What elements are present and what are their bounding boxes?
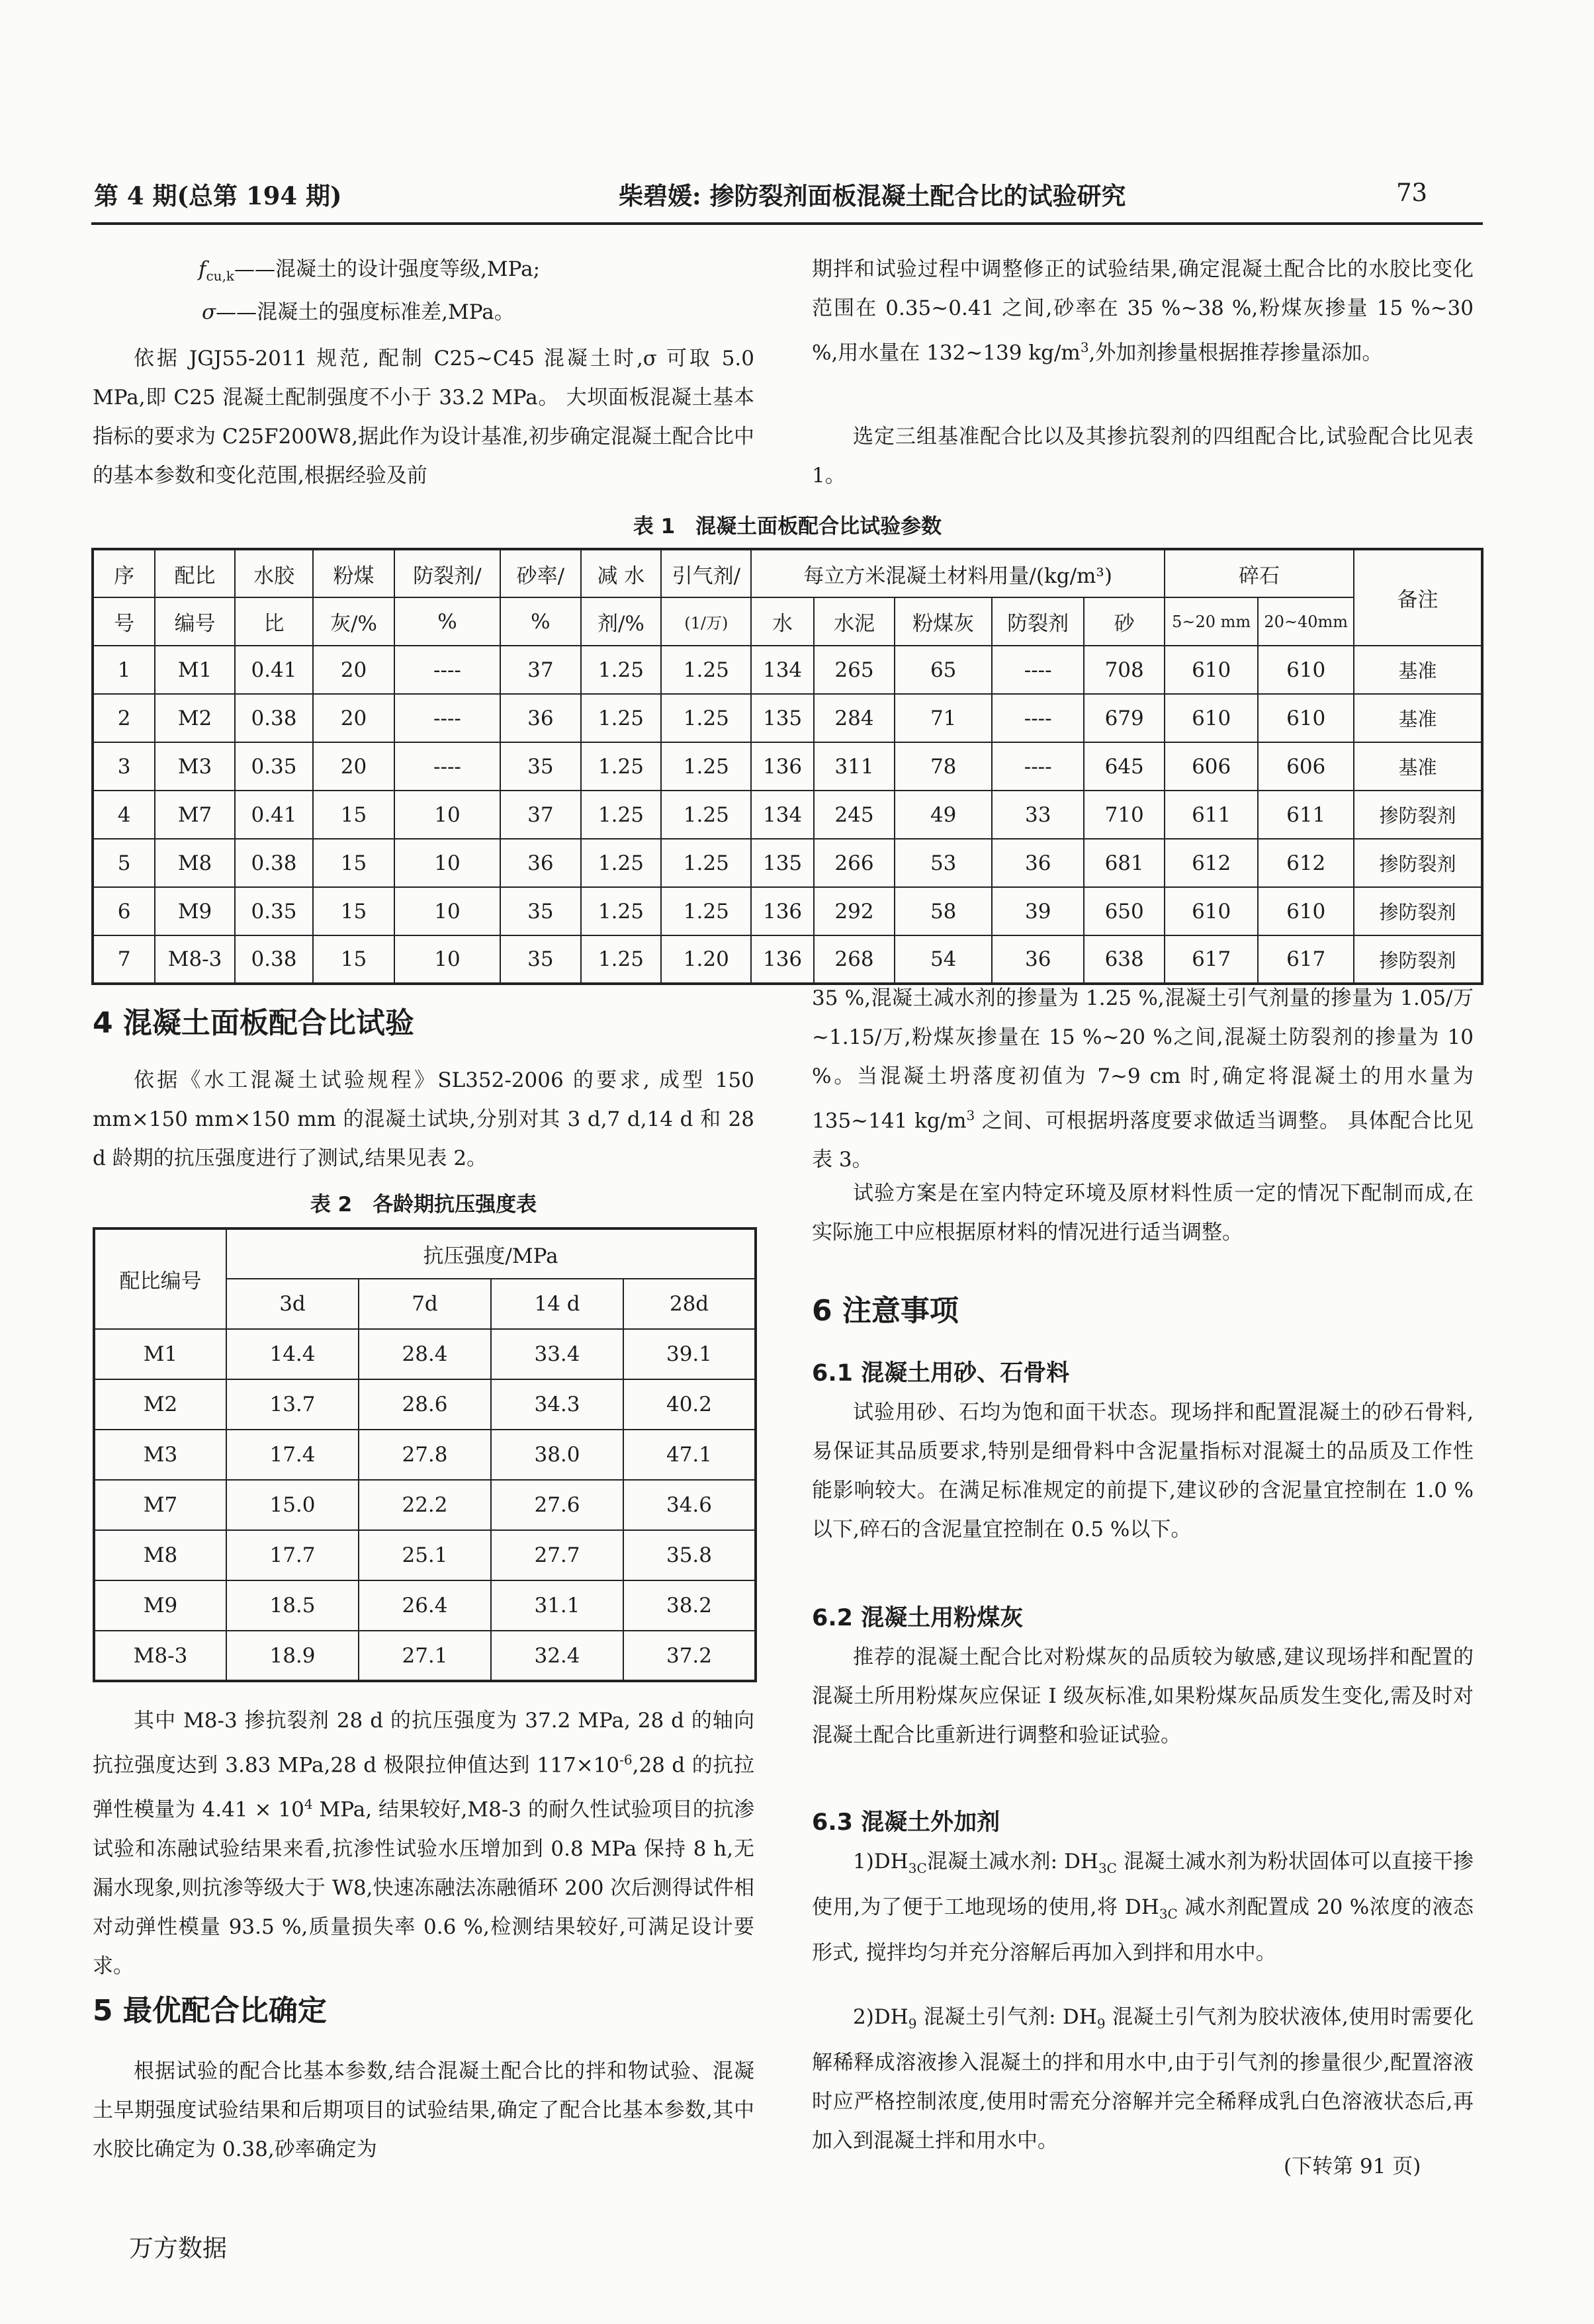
table1-cell-note: 基准 (1354, 694, 1482, 742)
table1-cell: 611 (1165, 791, 1258, 839)
table1-cell: 1.25 (661, 791, 751, 839)
table1-cell: 606 (1165, 742, 1258, 791)
table1-cell: 0.35 (235, 887, 313, 935)
th2-age-3d: 3d (226, 1279, 359, 1329)
table1-cell: 1.25 (581, 646, 662, 694)
paragraph-range-a: 期拌和试验过程中调整修正的试验结果,确定混凝土配合比的水胶比变化范围在 0.35~0.41 之间,砂率在 35 %~38 %,粉煤灰掺量 15 %~30 %,用水量在 132~139 kg/m (812, 257, 1474, 365)
table1-cell: M9 (155, 887, 235, 935)
th-wb-1: 水胶 (235, 549, 313, 597)
table1-row (93, 694, 1482, 742)
table1-cell: 58 (895, 887, 992, 935)
table1-cell: 311 (814, 742, 895, 791)
table1-cell: 0.41 (235, 791, 313, 839)
table1-cell: M8 (155, 839, 235, 887)
table2-cell: 17.7 (226, 1530, 359, 1580)
dh3c-d: 减水剂配置成 20 %浓度的液态形式, 搅拌均匀并充分溶解后再加入到拌和用水中。 (812, 1895, 1474, 1965)
table1-cell: 20 (313, 742, 394, 791)
symbol-sigma: σ (202, 300, 216, 324)
table1-row (93, 839, 1482, 887)
table1-cell: 612 (1165, 839, 1258, 887)
dh9-a: 2)DH (853, 2005, 908, 2029)
dh9-b: 混凝土引气剂: DH (916, 2005, 1097, 2029)
table1-cell: 0.35 (235, 742, 313, 791)
table1-cell: 15 (313, 935, 394, 984)
table2-caption: 表 2 各龄期抗压强度表 (310, 1193, 537, 1217)
th2-age-14d: 14 d (491, 1279, 623, 1329)
optimal-mix-a: 35 %,混凝土减水剂的掺量为 1.25 %,混凝土引气剂量的掺量为 1.05/万~1.15/万,粉煤灰掺量在 15 %~20 %之间,混凝土防裂剂的掺量为 10 %。当混凝土坍落度初值为 7~9 cm 时,确定将混凝土的用水量为 135~141 kg/m (812, 986, 1474, 1133)
table2-row (94, 1480, 756, 1530)
watermark-wanfang: 万方数据 (129, 2234, 227, 2262)
table2-cell: 28.6 (359, 1379, 491, 1430)
table2-cell: 26.4 (359, 1580, 491, 1631)
table1-row (93, 791, 1482, 839)
th-sr-2: % (500, 597, 581, 646)
table2-cell: 33.4 (491, 1329, 623, 1379)
section6-3-paragraph-1 (812, 1842, 1474, 1973)
table2-row (94, 1631, 756, 1681)
table1-row (93, 646, 1482, 694)
table2-cell: M8 (94, 1530, 226, 1580)
paragraph-m8-3-results (93, 1701, 754, 1986)
m8-3-text-a: 其中 M8-3 掺抗裂剂 28 d 的抗压强度为 37.2 MPa, 28 d 的轴向抗拉强度达到 3.83 MPa,28 d 极限拉伸值达到 117×10 (93, 1709, 754, 1778)
table2-cell: 22.2 (359, 1480, 491, 1530)
table1-cell: 1.25 (661, 887, 751, 935)
section6-title: 6 注意事项 (812, 1294, 959, 1328)
table1-cell: 611 (1258, 791, 1354, 839)
table1-cell-note: 掺防裂剂 (1354, 887, 1482, 935)
table2-cell: M1 (94, 1329, 226, 1379)
section6-1-title: 6.1 混凝土用砂、石骨料 (812, 1360, 1070, 1387)
table1-cell: 612 (1258, 839, 1354, 887)
table1-cell: 135 (751, 694, 813, 742)
table2-cell: 37.2 (623, 1631, 756, 1681)
paragraph-selection: 选定三组基准配合比以及其掺抗裂剂的四组配合比,试验配合比见表 1。 (812, 425, 1474, 488)
m8-3-text-b: ,28 d 的抗拉弹性模量为 4.41 × 10 (93, 1753, 754, 1822)
table2-cell: 27.7 (491, 1530, 623, 1580)
table1-cell: 134 (751, 646, 813, 694)
table2-cell: 34.3 (491, 1379, 623, 1430)
table1-cell: 638 (1084, 935, 1165, 984)
table1-cell: ---- (394, 742, 500, 791)
table1-cell: 1.20 (661, 935, 751, 984)
th-sr-1: 砂率/ (500, 549, 581, 597)
th-fa-2: 灰/% (313, 597, 394, 646)
section6-2-title: 6.2 混凝土用粉煤灰 (812, 1605, 1024, 1631)
table1-cell: 284 (814, 694, 895, 742)
definition-sigma (202, 293, 784, 332)
table2-cell: M8-3 (94, 1631, 226, 1681)
table2-cell: 35.8 (623, 1530, 756, 1580)
table1-cell: 650 (1084, 887, 1165, 935)
table1-cell: 53 (895, 839, 992, 887)
table1-cell: M1 (155, 646, 235, 694)
th-code-1: 配比 (155, 549, 235, 597)
dh9-sub-1: 9 (908, 2016, 917, 2032)
table2-row (94, 1430, 756, 1480)
table1-cell: 37 (500, 646, 581, 694)
section6-2-paragraph: 推荐的混凝土配合比对粉煤灰的品质较为敏感,建议现场拌和配置的混凝土所用粉煤灰应保证 I 级灰标准,如果粉煤灰品质发生变化,需及时对混凝土配合比重新进行调整和验证试验。 (812, 1645, 1474, 1747)
section6-1-paragraph: 试验用砂、石均为饱和面干状态。现场拌和配置混凝土的砂石骨料,易保证其品质要求,特别是细骨料中含泥量指标对混凝土的品质及工作性能影响较大。在满足标准规定的前提下,建议砂的含泥量宜控制在 1.0 %以下,碎石的含泥量宜控制在 0.5 %以下。 (812, 1400, 1474, 1541)
table1-cell: 1.25 (661, 646, 751, 694)
table2-body (94, 1329, 756, 1681)
table1-cell-note: 基准 (1354, 646, 1482, 694)
table1-cell: 35 (500, 742, 581, 791)
table1-cell: 33 (992, 791, 1084, 839)
th-flyash: 粉煤灰 (895, 597, 992, 646)
th-seq-1: 序 (93, 549, 155, 597)
definition-fcuk (199, 250, 781, 296)
table1-cell-note: 掺防裂剂 (1354, 935, 1482, 984)
table1-cell: 681 (1084, 839, 1165, 887)
table1-cell: 20 (313, 694, 394, 742)
table2-cell: 31.1 (491, 1580, 623, 1631)
table1-cell: 1.25 (581, 694, 662, 742)
header-rule (91, 222, 1483, 225)
th2-code: 配比编号 (94, 1228, 226, 1329)
table1-cell: 6 (93, 887, 155, 935)
table1-cell: 135 (751, 839, 813, 887)
table1-cell: M3 (155, 742, 235, 791)
table1-cell: ---- (992, 742, 1084, 791)
table1-body (93, 646, 1482, 984)
section4-title: 4 混凝土面板配合比试验 (93, 1006, 414, 1040)
th-code-2: 编号 (155, 597, 235, 646)
table1-cell: 10 (394, 887, 500, 935)
th2-strength-group: 抗压强度/MPa (226, 1228, 756, 1279)
continued-note: (下转第 91 页) (1284, 2155, 1421, 2178)
definition-sigma-text: ——混凝土的强度标准差,MPa。 (216, 300, 515, 324)
table1-row (93, 935, 1482, 984)
th2-age-7d: 7d (359, 1279, 491, 1329)
table2-cell: 18.5 (226, 1580, 359, 1631)
dh9-c: 混凝土引气剂为胶状液体,使用时需要化解稀释成溶液掺入混凝土的拌和用水中,由于引气剂的掺量很少,配置溶液时应严格控制浓度,使用时需充分溶解并完全稀释成乳白色溶液状态后,再加入到混凝土拌和用水中。 (812, 2005, 1474, 2153)
running-header-issue: 第 4 期(总第 194 期) (94, 181, 342, 210)
symbol-f: f (199, 257, 206, 281)
th-anticrack: 防裂剂 (992, 597, 1084, 646)
table1-cell: 71 (895, 694, 992, 742)
table1-cell: M2 (155, 694, 235, 742)
table1-caption: 表 1 混凝土面板配合比试验参数 (633, 515, 942, 538)
table2-cell: M9 (94, 1580, 226, 1631)
symbol-f-subscript: cu,k (206, 268, 235, 284)
table1-cell: 5 (93, 839, 155, 887)
th-gravel: 碎石 (1165, 549, 1354, 597)
table1-cell: 136 (751, 887, 813, 935)
table1-cell: 35 (500, 887, 581, 935)
table1-cell: 610 (1258, 694, 1354, 742)
th2-age-28d: 28d (623, 1279, 756, 1329)
table2-row (94, 1580, 756, 1631)
optimal-mix-b: 之间、可根据坍落度要求做适当调整。 具体配合比见表 3。 (812, 1109, 1474, 1172)
definition-fcuk-text: ——混凝土的设计强度等级,MPa; (234, 257, 541, 281)
table1-cell: 15 (313, 839, 394, 887)
table1-cell: 610 (1165, 887, 1258, 935)
table2-cell: 38.0 (491, 1430, 623, 1480)
table1-cell: 645 (1084, 742, 1165, 791)
table2-cell: 28.4 (359, 1329, 491, 1379)
th-ac-2: % (394, 597, 500, 646)
table1-cell: 1.25 (661, 694, 751, 742)
paragraph-basis: 依据 JGJ55-2011 规范, 配制 C25~C45 混凝土时,σ 可取 5.0 MPa,即 C25 混凝土配制强度不小于 33.2 MPa。 大坝面板混凝土基本指标的要求为 C25F200W8,据此作为设计基准,初步确定混凝土配合比中的基本参数和变化范围,根据经验及前 (93, 347, 754, 488)
table2-cell: 27.1 (359, 1631, 491, 1681)
table1-cell: 7 (93, 935, 155, 984)
table2-cell: M7 (94, 1480, 226, 1530)
table1-cell: 37 (500, 791, 581, 839)
table2-compressive-strength (93, 1227, 757, 1682)
th-ae-2: (1/万) (661, 597, 751, 646)
table2-cell: M2 (94, 1379, 226, 1430)
dh3c-sub-1: 3C (908, 1860, 927, 1877)
th-wr-2: 剂/% (581, 597, 662, 646)
dh3c-c: 混凝土减水剂为粉状固体可以直接干掺使用,为了便于工地现场的使用,将 DH (812, 1850, 1474, 1920)
exponent-2: 4 (304, 1796, 313, 1813)
table1-row (93, 887, 1482, 935)
table1-cell: 3 (93, 742, 155, 791)
table1-cell: 36 (500, 839, 581, 887)
exponent-1: -6 (619, 1752, 633, 1768)
table2-cell: 18.9 (226, 1631, 359, 1681)
table1-cell: 0.41 (235, 646, 313, 694)
table1-cell: M8-3 (155, 935, 235, 984)
table1-cell: 268 (814, 935, 895, 984)
th-gravel-20-40: 20~40mm (1258, 597, 1354, 646)
section4-paragraph: 依据《水工混凝土试验规程》SL352-2006 的要求, 成型 150 mm×150 mm×150 mm 的混凝土试块,分别对其 3 d,7 d,14 d 和 28 d 龄期的抗压强度进行了测试,结果见表 2。 (93, 1068, 754, 1170)
th-note: 备注 (1354, 549, 1482, 646)
th-cement: 水泥 (814, 597, 895, 646)
table2-cell: 34.6 (623, 1480, 756, 1530)
table1-cell: 1.25 (581, 839, 662, 887)
m8-3-text-c: MPa, 结果较好,M8-3 的耐久性试验项目的抗渗试验和冻融试验结果来看,抗渗性试验水压增加到 0.8 MPa 保持 8 h,无漏水现象,则抗渗等级大于 W8,快速冻融法冻融循环 200 次后测得试件相对动弹性模量 93.5 %,质量损失率 0.6 %,检测结果较好,可满足设计要求。 (93, 1797, 754, 1978)
section6-3-paragraph-2 (812, 1998, 1474, 2161)
th-seq-2: 号 (93, 597, 155, 646)
table1-cell: 1 (93, 646, 155, 694)
table1-cell: 610 (1258, 646, 1354, 694)
table1-cell: ---- (394, 694, 500, 742)
table1-cell: ---- (992, 694, 1084, 742)
table2-cell: 27.8 (359, 1430, 491, 1480)
table2-cell: 39.1 (623, 1329, 756, 1379)
table1-cell: 15 (313, 791, 394, 839)
th-ae-1: 引气剂/ (661, 549, 751, 597)
dh3c-b: 混凝土减水剂: DH (926, 1850, 1098, 1873)
table1-cell: 1.25 (581, 791, 662, 839)
table2-cell: 32.4 (491, 1631, 623, 1681)
table2-cell: 25.1 (359, 1530, 491, 1580)
table1-mix-parameters (91, 548, 1483, 985)
table1-cell: 36 (992, 935, 1084, 984)
th-gravel-5-20: 5~20 mm (1165, 597, 1258, 646)
table1-cell: M7 (155, 791, 235, 839)
th-fa-1: 粉煤 (313, 549, 394, 597)
table1-cell: ---- (992, 646, 1084, 694)
table2-cell: M3 (94, 1430, 226, 1480)
table1-cell: 10 (394, 791, 500, 839)
paragraph-optimal-mix (812, 979, 1474, 1180)
paragraph-range (812, 250, 1474, 372)
dh3c-a: 1)DH (853, 1850, 908, 1873)
page-number: 73 (1396, 179, 1428, 207)
table1-cell: 15 (313, 887, 394, 935)
table1-cell: 708 (1084, 646, 1165, 694)
table1-cell: 2 (93, 694, 155, 742)
th-sand: 砂 (1084, 597, 1165, 646)
table1-cell: 78 (895, 742, 992, 791)
table1-cell: 36 (500, 694, 581, 742)
table1-cell: ---- (394, 646, 500, 694)
table1-cell: 49 (895, 791, 992, 839)
section5-paragraph: 根据试验的配合比基本参数,结合混凝土配合比的拌和物试验、混凝土早期强度试验结果和后期项目的试验结果,确定了配合比基本参数,其中水胶比确定为 0.38,砂率确定为 (93, 2059, 754, 2161)
th-ac-1: 防裂剂/ (394, 549, 500, 597)
dh9-sub-2: 9 (1096, 2016, 1106, 2032)
table1-cell: 39 (992, 887, 1084, 935)
th-wr-1: 减 水 (581, 549, 662, 597)
table1-row (93, 742, 1482, 791)
table1-cell: 35 (500, 935, 581, 984)
dh3c-sub-3: 3C (1159, 1906, 1178, 1922)
th-water: 水 (751, 597, 813, 646)
table1-cell: 679 (1084, 694, 1165, 742)
table2-cell: 27.6 (491, 1480, 623, 1530)
unit-superscript-2: 3 (966, 1107, 975, 1123)
table1-cell: 134 (751, 791, 813, 839)
paragraph-range-b: ,外加剂掺量根据推荐掺量添加。 (1088, 341, 1383, 365)
table2-row (94, 1530, 756, 1580)
unit-superscript: 3 (1080, 339, 1089, 355)
table1-cell: 10 (394, 935, 500, 984)
table1-cell: 1.25 (581, 887, 662, 935)
table1-cell-note: 基准 (1354, 742, 1482, 791)
table1-cell: 0.38 (235, 935, 313, 984)
table1-cell: 36 (992, 839, 1084, 887)
th-wb-2: 比 (235, 597, 313, 646)
table2-cell: 14.4 (226, 1329, 359, 1379)
table1-cell: 0.38 (235, 839, 313, 887)
table1-cell: 136 (751, 742, 813, 791)
table1-cell: 610 (1258, 887, 1354, 935)
section5-title: 5 最优配合比确定 (93, 1994, 327, 2028)
table1-cell: 10 (394, 839, 500, 887)
table1-cell: 265 (814, 646, 895, 694)
table2-cell: 15.0 (226, 1480, 359, 1530)
table1-cell: 292 (814, 887, 895, 935)
running-header-title: 柴碧媛: 掺防裂剂面板混凝土配合比的试验研究 (619, 181, 1126, 210)
table1-cell: 606 (1258, 742, 1354, 791)
table1-cell: 65 (895, 646, 992, 694)
table1-cell: 136 (751, 935, 813, 984)
table2-cell: 13.7 (226, 1379, 359, 1430)
dh3c-sub-2: 3C (1098, 1860, 1117, 1877)
section6-3-title: 6.3 混凝土外加剂 (812, 1809, 1000, 1836)
table1-cell: 1.25 (581, 935, 662, 984)
table2-cell: 17.4 (226, 1430, 359, 1480)
table1-cell: 4 (93, 791, 155, 839)
table1-cell: 710 (1084, 791, 1165, 839)
table2-cell: 47.1 (623, 1430, 756, 1480)
table1-cell: 610 (1165, 646, 1258, 694)
table2-cell: 38.2 (623, 1580, 756, 1631)
table1-cell: 617 (1165, 935, 1258, 984)
table1-cell: 617 (1258, 935, 1354, 984)
table1-cell-note: 掺防裂剂 (1354, 791, 1482, 839)
table2-row (94, 1329, 756, 1379)
table1-cell: 1.25 (581, 742, 662, 791)
table1-cell: 54 (895, 935, 992, 984)
th-material-group: 每立方米混凝土材料用量/(kg/m³) (751, 549, 1165, 597)
table1-cell-note: 掺防裂剂 (1354, 839, 1482, 887)
table1-cell: 610 (1165, 694, 1258, 742)
table1-cell: 1.25 (661, 742, 751, 791)
table1-cell: 266 (814, 839, 895, 887)
table1-cell: 1.25 (661, 839, 751, 887)
table1-cell: 245 (814, 791, 895, 839)
table2-cell: 40.2 (623, 1379, 756, 1430)
table1-cell: 20 (313, 646, 394, 694)
table1-cell: 0.38 (235, 694, 313, 742)
paragraph-test-scheme: 试验方案是在室内特定环境及原材料性质一定的情况下配制而成,在实际施工中应根据原材料的情况进行适当调整。 (812, 1182, 1474, 1244)
table2-row (94, 1379, 756, 1430)
